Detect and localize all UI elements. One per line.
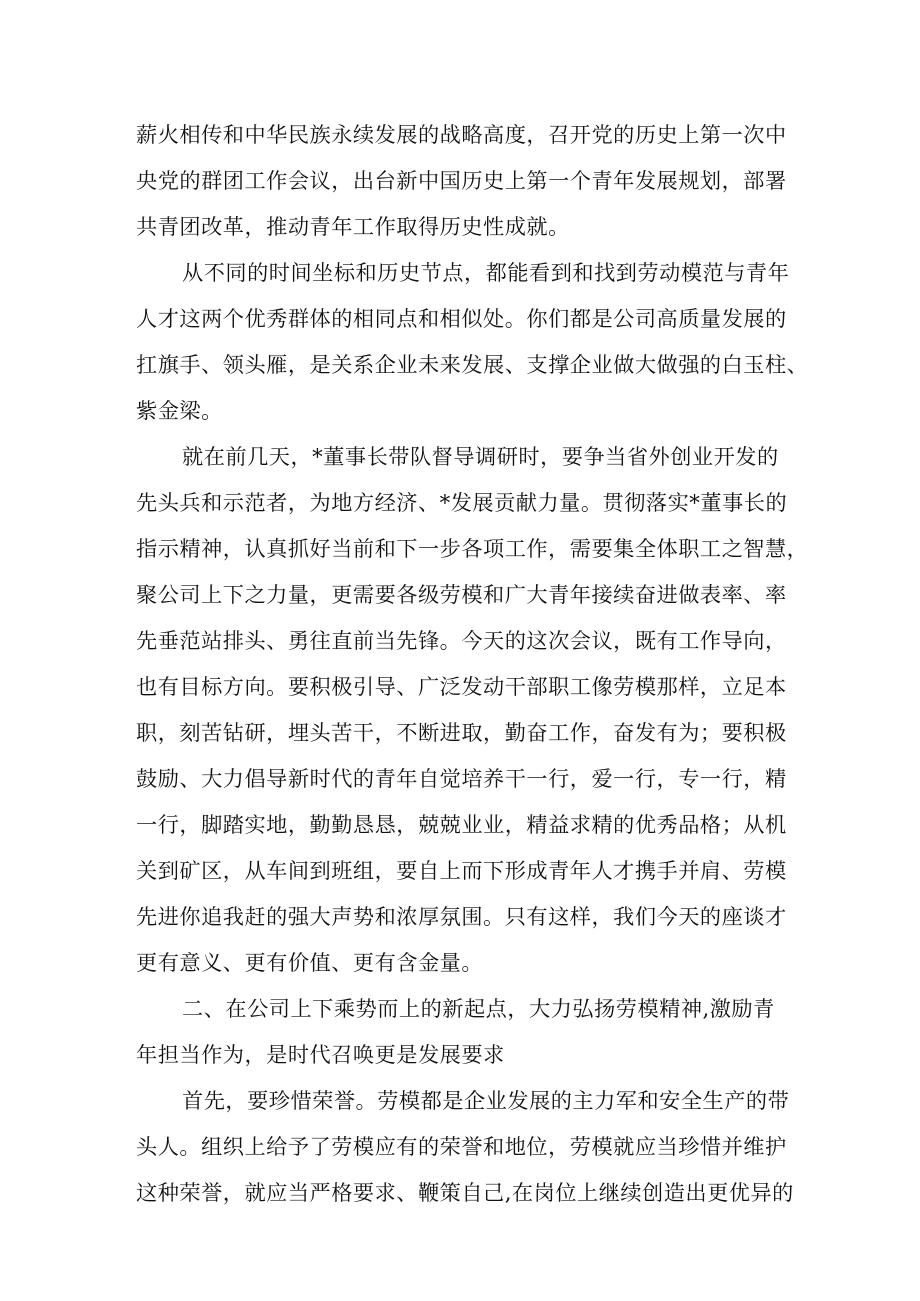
paragraph-1-line-3: 共青团改革，推动青年工作取得历史性成就。 — [136, 214, 570, 239]
paragraph-2-line-1: 从不同的时间坐标和历史节点，都能看到和找到劳动模范与青年 — [182, 260, 790, 285]
paragraph-3-line-5: 先垂范站排头、勇往直前当先锋。今天的这次会议，既有工作导向， — [136, 628, 787, 653]
paragraph-2-line-2: 人才这两个优秀群体的相同点和相似处。你们都是公司高质量发展的 — [136, 306, 787, 331]
paragraph-5-line-1: 首先，要珍惜荣誉。劳模都是企业发展的主力军和安全生产的带 — [182, 1088, 790, 1113]
paragraph-3-line-3: 指示精神，认真抓好当前和下一步各项工作，需要集全体职工之智慧， — [136, 536, 809, 561]
paragraph-3-line-12: 更有意义、更有价值、更有含金量。 — [136, 950, 484, 975]
paragraph-3-line-9: 一行，脚踏实地，勤勤恳恳，兢兢业业，精益求精的优秀品格；从机 — [136, 812, 787, 837]
paragraph-2-line-4: 紫金梁。 — [136, 398, 223, 423]
section-heading-line-1: 二、在公司上下乘势而上的新起点，大力弘扬劳模精神,激励青 — [182, 996, 775, 1021]
paragraph-3-line-10: 关到矿区，从车间到班组，要自上而下形成青年人才携手并肩、劳模 — [136, 858, 787, 883]
paragraph-3-line-11: 先进你追我赶的强大声势和浓厚氛围。只有这样，我们今天的座谈才 — [136, 904, 787, 929]
paragraph-2-line-3: 扛旗手、领头雁，是关系企业未来发展、支撑企业做大做强的白玉柱、 — [136, 352, 809, 377]
paragraph-3-line-8: 鼓励、大力倡导新时代的青年自觉培养干一行，爱一行，专一行，精 — [136, 766, 787, 791]
paragraph-1-line-1: 薪火相传和中华民族永续发展的战略高度，召开党的历史上第一次中 — [136, 122, 787, 147]
paragraph-5-line-2: 头人。组织上给予了劳模应有的荣誉和地位，劳模就应当珍惜并维护 — [136, 1134, 787, 1159]
paragraph-5-line-3: 这种荣誉，就应当严格要求、鞭策自己,在岗位上继续创造出更优异的 — [136, 1180, 794, 1205]
paragraph-3-line-4: 聚公司上下之力量，更需要各级劳模和广大青年接续奋进做表率、率 — [136, 582, 787, 607]
paragraph-3-line-6: 也有目标方向。要积极引导、广泛发动干部职工像劳模那样，立足本 — [136, 674, 787, 699]
paragraph-1-line-2: 央党的群团工作会议，出台新中国历史上第一个青年发展规划，部署 — [136, 168, 787, 193]
section-heading-line-2: 年担当作为，是时代召唤更是发展要求 — [136, 1042, 505, 1067]
paragraph-3-line-7: 职，刻苦钻研，埋头苦干，不断进取，勤奋工作，奋发有为；要积极 — [136, 720, 787, 745]
paragraph-3-line-2: 先头兵和示范者，为地方经济、*发展贡献力量。贯彻落实*董事长的 — [136, 490, 788, 515]
paragraph-3-line-1: 就在前几天，*董事长带队督导调研时，要争当省外创业开发的 — [182, 444, 779, 469]
